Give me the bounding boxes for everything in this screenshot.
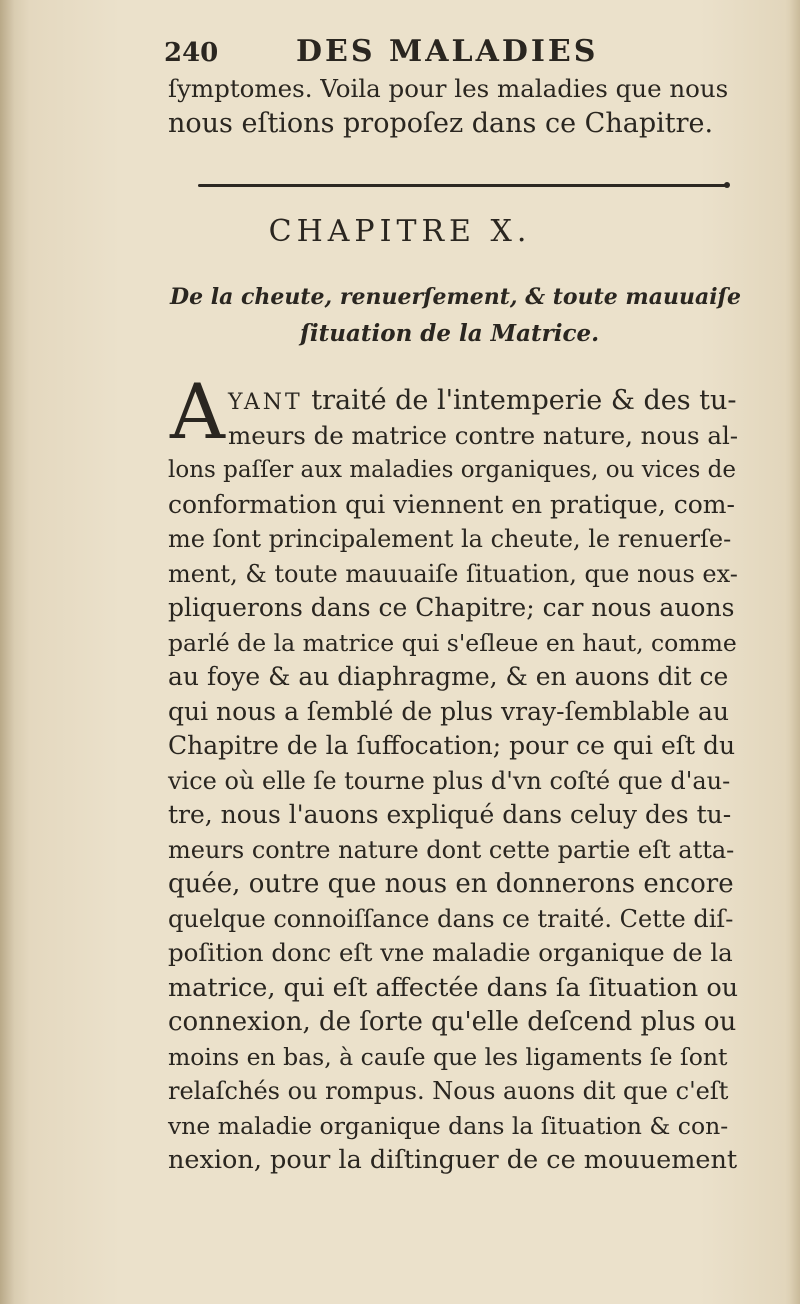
first-word: YANT xyxy=(228,390,303,415)
chapter-title: CHAPITRE X. xyxy=(268,214,532,249)
text-line: nous eſtions propoſez dans ce Chapitre. xyxy=(168,107,714,139)
page-left-edge xyxy=(0,0,14,1304)
chapter-subtitle-line-1: De la cheute, renuerſement, & toute mauuaiſe xyxy=(170,284,742,310)
text-line: nexion, pour la diſtinguer de ce mouuement xyxy=(168,1145,738,1175)
text-line: poſition donc eſt vne maladie organique de la xyxy=(168,938,733,967)
text-line: moins en bas, à cauſe que les ligaments ſe ſont xyxy=(168,1042,728,1071)
page-header xyxy=(164,34,744,74)
first-line-rest: traité de l'intemperie & des tu- xyxy=(302,385,737,416)
text-line: qui nous a ſemblé de plus vray-ſemblable au xyxy=(168,696,729,726)
text-line: meurs de matrice contre nature, nous al- xyxy=(228,420,739,450)
text-line: connexion, de ſorte qu'elle deſcend plus ou xyxy=(168,1007,737,1037)
text-line: tre, nous l'auons expliqué dans celuy des tu- xyxy=(168,800,732,829)
text-line: pliquerons dans ce Chapitre; car nous auons xyxy=(168,593,735,622)
text-line: lons paſſer aux maladies organiques, ou vices de xyxy=(168,457,736,483)
drop-cap-initial: A xyxy=(170,367,225,456)
text-line: parlé de la matrice qui s'eſleue en haut, comme xyxy=(168,628,737,657)
text-line: vne maladie organique dans la ſituation & con- xyxy=(168,1111,729,1140)
running-title: DES MALADIES xyxy=(296,34,599,69)
text-line: meurs contre nature dont cette partie eſt atta- xyxy=(168,835,735,864)
text-line: quée, outre que nous en donnerons encore xyxy=(168,869,734,899)
text-line: Chapitre de la ſuffocation; pour ce qui eſt du xyxy=(168,731,736,760)
text-line: ment, & toute mauuaiſe ſituation, que nous ex- xyxy=(168,559,738,588)
text-line: conformation qui viennent en pratique, com- xyxy=(168,489,735,519)
text-line: vice où elle ſe tourne plus d'vn coſté que d'au- xyxy=(168,766,731,795)
text-line-first xyxy=(168,384,738,419)
page-right-edge xyxy=(790,0,800,1304)
body-text xyxy=(168,384,738,1178)
text-line: quelque connoiſſance dans ce traité. Cette diſ- xyxy=(168,904,734,933)
chapter-subtitle-line-2: ſituation de la Matrice. xyxy=(300,320,600,347)
text-line: matrice, qui eſt affectée dans ſa ſituation ou xyxy=(168,972,739,1003)
text-line: au foye & au diaphragme, & en auons dit ce xyxy=(168,662,729,691)
text-line: me ſont principalement la cheute, le renuerſe- xyxy=(168,525,732,553)
text-line: ſymptomes. Voila pour les maladies que nous xyxy=(168,74,729,103)
page-number: 240 xyxy=(164,38,219,68)
text-line: relaſchés ou rompus. Nous auons dit que c'eſt xyxy=(168,1077,729,1105)
carry-over-text xyxy=(168,72,738,141)
section-rule xyxy=(198,184,726,187)
